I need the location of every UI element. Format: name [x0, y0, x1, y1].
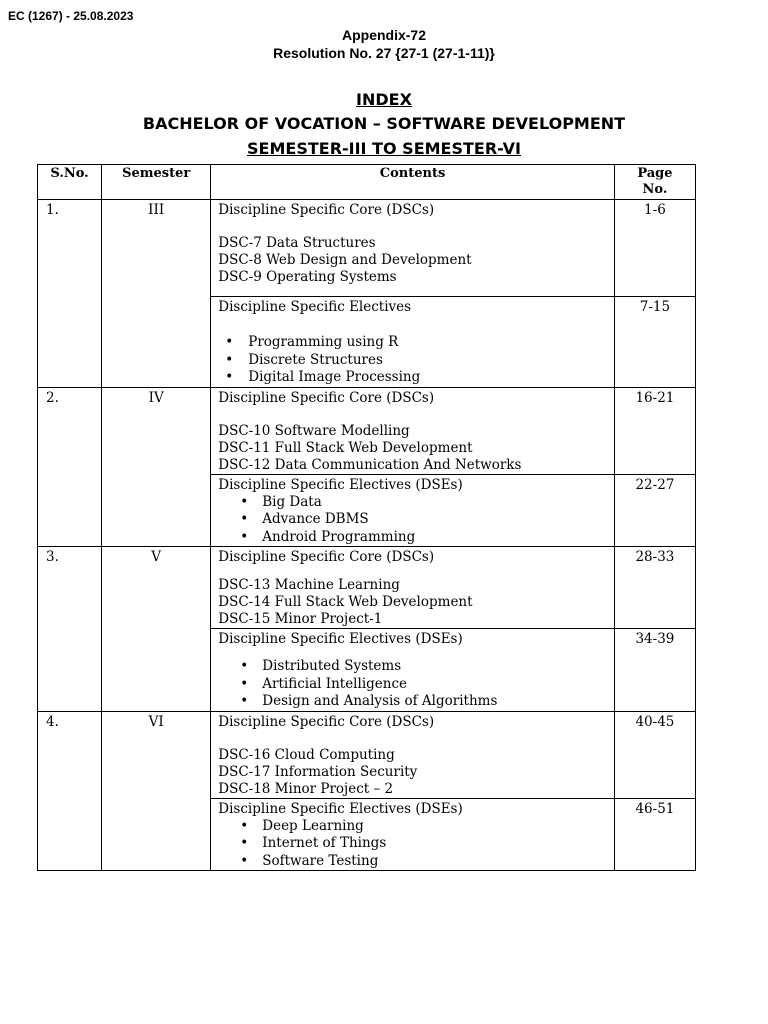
index-table: [37, 164, 696, 871]
row-semester: IV: [102, 387, 211, 547]
dse-title: Discipline Specific Electives: [218, 299, 412, 315]
table-row: [38, 200, 696, 297]
semester-range-title: SEMESTER-III TO SEMESTER-VI: [247, 139, 521, 158]
page-range: 7-15: [614, 297, 695, 388]
dsc-item: DSC-12 Data Communication And Networks: [218, 456, 522, 473]
dsc-title: Discipline Specific Core (DSCs): [218, 713, 435, 730]
dsc-item: DSC-14 Full Stack Web Development: [218, 594, 473, 610]
row-sno: 2.: [38, 387, 102, 547]
dsc-item: DSC-17 Information Security: [218, 763, 418, 780]
dse-item: • Digital Image Processing: [225, 369, 614, 387]
dsc-title: Discipline Specific Core (DSCs): [218, 202, 435, 218]
dse-cell: [211, 629, 615, 712]
page-range: 16-21: [614, 387, 695, 474]
dsc-item: DSC-15 Minor Project-1: [218, 611, 383, 627]
appendix-label: Appendix-72: [341, 27, 426, 43]
dsc-item: DSC-11 Full Stack Web Development: [218, 439, 473, 456]
dse-item: • Big Data: [240, 494, 614, 512]
dse-title: Discipline Specific Electives (DSEs): [218, 800, 463, 817]
dsc-item: DSC-18 Minor Project – 2: [218, 780, 394, 797]
page-range: 34-39: [614, 629, 695, 712]
dsc-item: DSC-10 Software Modelling: [218, 422, 410, 439]
dse-item: • Programming using R: [225, 334, 614, 352]
index-title: INDEX: [356, 90, 412, 109]
dse-cell: [211, 297, 615, 388]
dsc-cell: [211, 547, 615, 629]
dse-item: • Advance DBMS: [240, 511, 614, 529]
dse-item: • Design and Analysis of Algorithms: [240, 693, 614, 711]
header-page-line1: Page: [637, 166, 673, 181]
dse-title: Discipline Specific Electives (DSEs): [218, 476, 463, 493]
dse-item: • Discrete Structures: [225, 352, 614, 370]
header-page-line2: No.: [642, 182, 668, 197]
programme-title: BACHELOR OF VOCATION – SOFTWARE DEVELOPMENT: [142, 114, 626, 133]
dsc-cell: [211, 200, 615, 297]
dsc-cell: [211, 387, 615, 474]
page-range: 28-33: [614, 547, 695, 629]
row-semester: VI: [102, 711, 211, 871]
dsc-item: DSC-16 Cloud Computing: [218, 746, 395, 763]
page-range: 22-27: [614, 474, 695, 547]
dse-item: • Deep Learning: [240, 818, 614, 836]
dsc-item: DSC-13 Machine Learning: [218, 577, 400, 593]
dse-list: [218, 334, 614, 387]
table-row: [38, 547, 696, 629]
header-sno: S.No.: [38, 165, 102, 200]
header-semester: Semester: [102, 165, 211, 200]
header-page-no: [614, 165, 695, 200]
dse-cell: [211, 474, 615, 547]
row-sno: 3.: [38, 547, 102, 712]
page-range: 40-45: [614, 711, 695, 798]
row-sno: 4.: [38, 711, 102, 871]
dsc-item: DSC-8 Web Design and Development: [218, 252, 472, 268]
dse-list: [218, 494, 614, 547]
dsc-title: Discipline Specific Core (DSCs): [218, 549, 435, 565]
header-contents: Contents: [211, 165, 615, 200]
row-sno: 1.: [38, 200, 102, 388]
page-range: 46-51: [614, 798, 695, 871]
row-semester: III: [102, 200, 211, 388]
dsc-item: DSC-7 Data Structures: [218, 235, 376, 251]
table-row: [38, 711, 696, 798]
dsc-cell: [211, 711, 615, 798]
resolution-label: Resolution No. 27 {27-1 (27-1-11)}: [273, 45, 495, 61]
dse-cell: [211, 798, 615, 871]
dse-item: • Artificial Intelligence: [240, 676, 614, 694]
dse-title: Discipline Specific Electives (DSEs): [218, 631, 463, 647]
dse-item: • Internet of Things: [240, 835, 614, 853]
dsc-title: Discipline Specific Core (DSCs): [218, 389, 435, 406]
dse-item: • Distributed Systems: [240, 658, 614, 676]
dsc-item: DSC-9 Operating Systems: [218, 269, 397, 285]
page-range: 1-6: [614, 200, 695, 297]
dse-list: [218, 658, 614, 711]
ec-reference: EC (1267) - 25.08.2023: [8, 9, 134, 23]
dse-list: [218, 818, 614, 871]
dse-item: • Software Testing: [240, 853, 614, 871]
row-semester: V: [102, 547, 211, 712]
table-header-row: [38, 165, 696, 200]
dse-item: • Android Programming: [240, 529, 614, 547]
table-row: [38, 387, 696, 474]
